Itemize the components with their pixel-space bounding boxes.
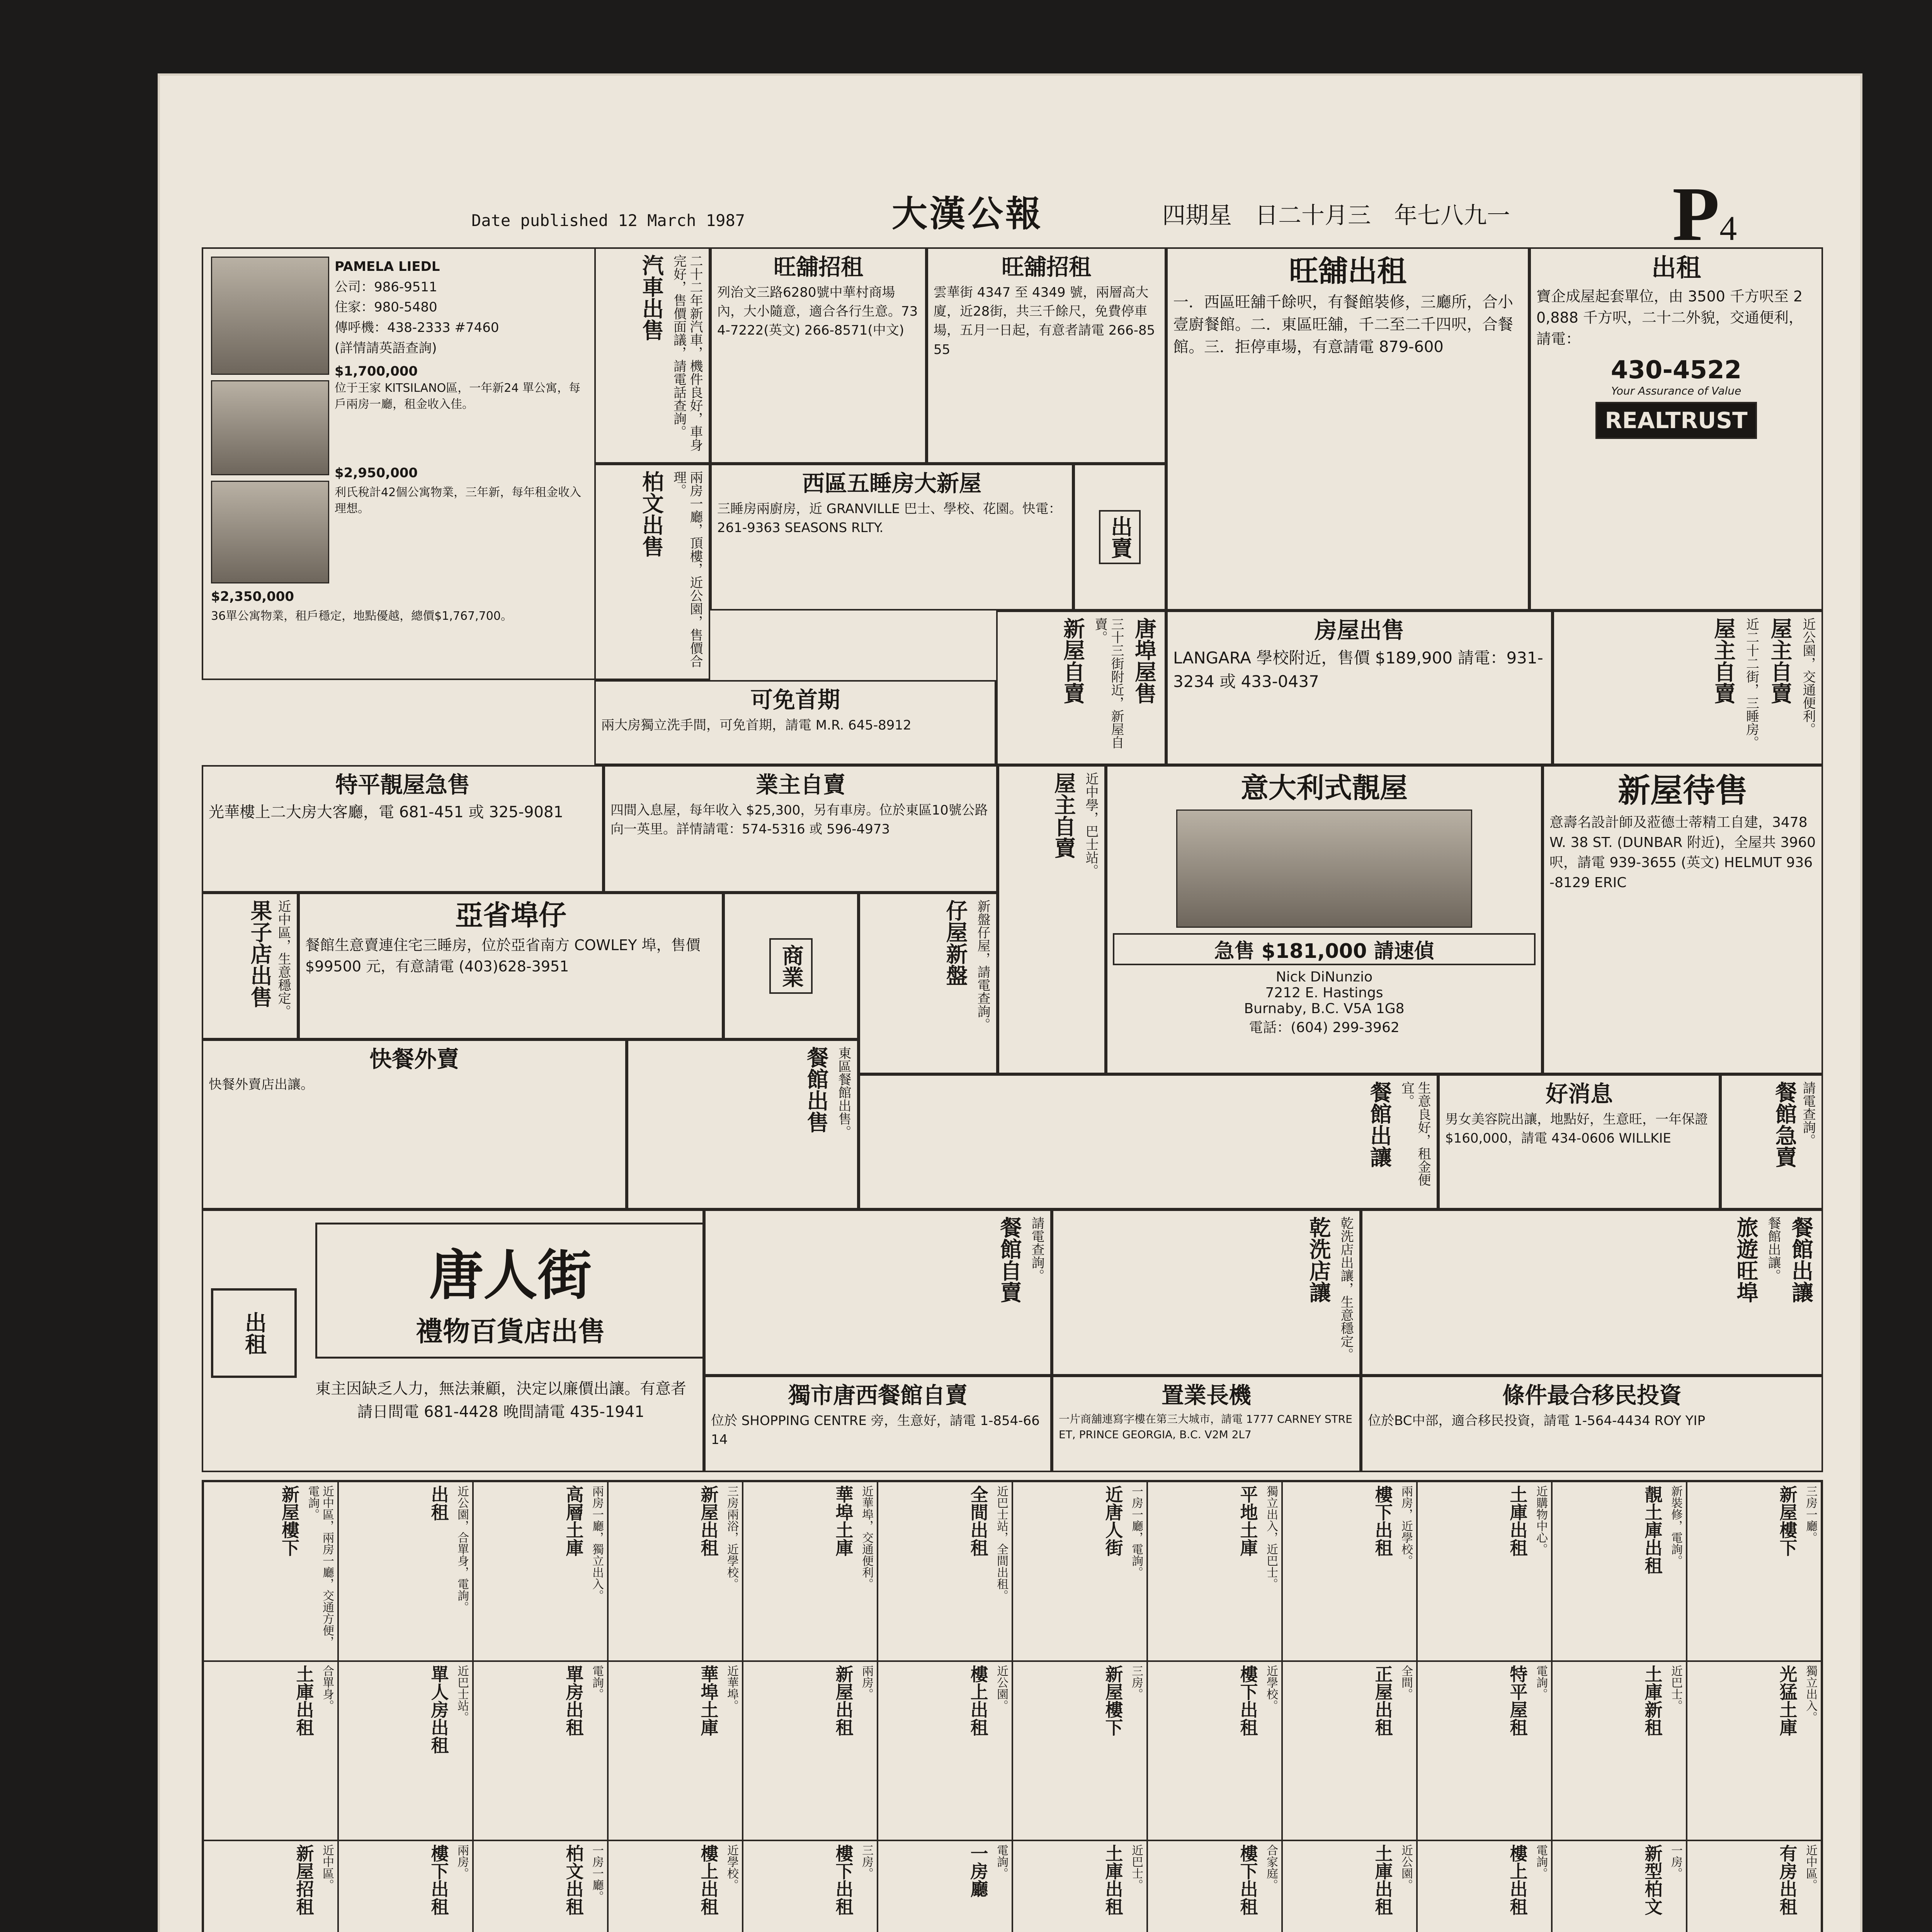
classified-body: 近公園，合單身，電詢。 (455, 1485, 469, 1613)
classified-title: 新屋出租 (698, 1485, 719, 1556)
listing-1-desc: 位于王家 KITSILANO區，一年新24 單公寓，每戶兩房一廳，租金收入佳。 (335, 381, 580, 411)
ad-shop-rent-3: 旺舖出租 一．西區旺舖千餘呎，有餐館裝修，三廳所，合小壹廚餐館。二．東區旺舖，千二至二千四呎，合餐館。三．拒停車場，有意請電 879-600 (1166, 247, 1529, 611)
classified-ad (1687, 1481, 1821, 1661)
classified-body: 一房一廳。 (590, 1844, 604, 1903)
ad-dry-clean: 乾洗店讓 乾洗店出讓，生意穩定。 (1052, 1209, 1361, 1376)
classified-title: 新型柏文 (1642, 1844, 1663, 1916)
classified-title: 有房出租 (1777, 1844, 1798, 1916)
classified-ad (1552, 1481, 1687, 1661)
agent-photo (211, 257, 329, 375)
ad-sale-badge: 出賣 (1073, 464, 1166, 611)
classified-ad (1552, 1840, 1687, 1932)
classified-body: 近公園。 (995, 1665, 1008, 1711)
classified-ad (203, 1661, 338, 1841)
classified-ad (743, 1481, 878, 1661)
classified-body: 兩房一廳，獨立出入。 (590, 1485, 604, 1601)
classified-title: 樓上出租 (1507, 1844, 1528, 1916)
ad-new-small-house: 仔屋新盤 新盤仔屋，請電查詢。 (859, 893, 998, 1074)
classified-title: 土庫出租 (293, 1665, 315, 1736)
classified-title: 新屋樓下 (1102, 1665, 1124, 1736)
listing-2-photo (211, 481, 329, 583)
classified-body: 近巴士站，全間出租。 (995, 1485, 1008, 1601)
ad-restaurant-transfer: 餐館出讓 生意良好，租金便宜。 (859, 1074, 1438, 1209)
classified-body: 三房一廳。 (1804, 1485, 1817, 1543)
classified-title: 近唐人街 (1102, 1485, 1124, 1556)
classified-body: 三房。 (860, 1844, 873, 1879)
classified-title: 華埠土庫 (698, 1665, 719, 1736)
ad-realtrust-rent: 出租 寶企成屋起套單位，由 3500 千方呎至 20,888 千方呎，二十二外貌，交通便利，請電： 430-4522 Your Assurance of Value REALTRUST (1529, 247, 1823, 611)
classified-ad (1282, 1840, 1417, 1932)
classified-title: 柏文出租 (563, 1844, 584, 1916)
ad-italian-house: 意大利式靚屋 急售 $181,000 請速偵 Nick DiNunzio 7212 E. Hastings Burnaby, B.C. V5A 1G8 電話：(604) 299-3962 (1106, 765, 1543, 1074)
classified-ad (1417, 1661, 1552, 1841)
classified-ad (1147, 1481, 1282, 1661)
classified-ad (608, 1481, 743, 1661)
classified-ad (1282, 1661, 1417, 1841)
classified-body: 兩房。 (455, 1844, 469, 1879)
classified-body: 兩房，近學校。 (1399, 1485, 1413, 1566)
classified-title: 樓上出租 (968, 1665, 989, 1736)
classified-ad (1012, 1661, 1147, 1841)
agent-pager: 傳呼機：438-2333 #7460 (335, 320, 499, 336)
classified-body: 近中區。 (1804, 1844, 1817, 1891)
agent-name: PAMELA LIEDL (335, 259, 440, 274)
realtrust-logo: REALTRUST (1595, 402, 1757, 439)
page-number: P4 (1672, 172, 1737, 257)
classified-body: 電詢。 (1534, 1665, 1548, 1700)
classified-body: 近購物中心。 (1534, 1485, 1548, 1555)
classified-body: 近華埠，交通便利。 (860, 1485, 873, 1590)
listing-2-price: $2,950,000 (335, 465, 418, 481)
classified-ad (203, 1840, 338, 1932)
classified-title: 土庫出租 (1507, 1485, 1528, 1556)
classified-ad (608, 1840, 743, 1932)
classified-title: 正屋出租 (1372, 1665, 1393, 1736)
classified-ad (338, 1840, 473, 1932)
classified-body: 電詢。 (1534, 1844, 1548, 1879)
listing-1-price: $1,700,000 (335, 364, 418, 379)
ad-restaurant-urgent: 餐館急賣 請電查詢。 (1720, 1074, 1823, 1209)
classified-title: 樓下出租 (1372, 1485, 1393, 1556)
ad-restaurant-sale: 餐館出售 東區餐館出售。 (627, 1039, 859, 1209)
listing-3-price: $2,350,000 (211, 589, 294, 604)
classified-title: 樓下出租 (428, 1844, 449, 1916)
classified-ad (1012, 1481, 1147, 1661)
classified-title: 樓下出租 (1237, 1665, 1259, 1736)
classified-body: 獨立出入，近巴士。 (1264, 1485, 1278, 1590)
listing-3-desc: 36單公寓物業，租戶穩定，地點優越，總價$1,767,700。 (211, 609, 512, 623)
ad-fruit-store: 果子店出售 近中區，生意穩定。 (202, 893, 298, 1039)
classified-title: 樓下出租 (1237, 1844, 1259, 1916)
classified-body: 電詢。 (590, 1665, 604, 1700)
ad-shop-rent-2: 旺舖招租 雲華街 4347 至 4349 號，兩層高大廈，近28街，共三千餘尺，免費停車場，五月一日起，有意者請電 266-8555 (927, 247, 1166, 464)
classified-title: 新屋出租 (833, 1665, 854, 1736)
classified-ad (1147, 1661, 1282, 1841)
classified-title: 華埠土庫 (833, 1485, 854, 1556)
classified-body: 獨立出入。 (1804, 1665, 1817, 1723)
ad-car-sale: 汽車出售 二十二年新汽車，機件良好，車身完好，售價面議，請電話查詢。 (594, 247, 710, 464)
ad-shop-rent-1: 旺舖招租 列治文三路6280號中華村商場內，大小隨意，適合各行生意。734-7222(英文) 266-8571(中文) (710, 247, 927, 464)
ad-owner-sale-pair: 屋主自賣 近二十二街，三睡房。 屋主自賣 近公園，交通便利。 (1553, 611, 1823, 765)
classified-body: 一房。 (1669, 1844, 1682, 1879)
classified-body: 近公園。 (1399, 1844, 1413, 1891)
classified-body: 近學校。 (1264, 1665, 1278, 1711)
classified-title: 特平屋租 (1507, 1665, 1528, 1736)
classified-ad (473, 1840, 608, 1932)
agent-company-phone: 公司：986-9511 (335, 279, 437, 295)
listing-2-desc: 利氏稅計42個公寓物業，三年新，每年租金收入理想。 (335, 486, 582, 515)
ad-immigrant-investment: 條件最合移民投資 位於BC中部，適合移民投資，請電 1-564-4434 ROY YIP (1361, 1376, 1823, 1472)
classified-ad (203, 1481, 338, 1661)
classified-ad (1687, 1661, 1821, 1841)
classified-title: 土庫新租 (1642, 1665, 1663, 1736)
ad-restaurant-self: 餐館自賣 請電查詢。 (704, 1209, 1052, 1376)
ad-new-house-self-sale: 新屋自賣 三十三街附近，新屋自賣。 唐埠屋售 (996, 611, 1166, 765)
classified-title: 光猛土庫 (1777, 1665, 1798, 1736)
classified-body: 近中區。 (320, 1844, 334, 1891)
ad-good-news: 好消息 男女美容院出讓，地點好，生意旺，一年保證 $160,000，請電 434-0606 WILLKIE (1438, 1074, 1720, 1209)
classified-title: 樓上出租 (698, 1844, 719, 1916)
ad-fastfood: 快餐外賣 快餐外賣店出讓。 (202, 1039, 627, 1209)
classified-title: 一房廳 (968, 1844, 989, 1898)
classified-body: 三房兩浴，近學校。 (725, 1485, 738, 1590)
classified-ad (878, 1661, 1012, 1841)
classified-title: 高層土庫 (563, 1485, 584, 1556)
page-header (158, 73, 1862, 257)
classified-title: 新屋樓下 (279, 1485, 300, 1556)
ad-property-opportunity: 置業長機 一片商舖連寫字樓在第三大城市，請電 1777 CARNEY STREET, PRINCE GEORGIA, B.C. V2M 2L7 (1052, 1376, 1361, 1472)
classified-title: 全間出租 (968, 1485, 989, 1556)
classified-body: 近學校。 (725, 1844, 738, 1891)
ad-chinatown-store: 出租 唐人街 禮物百貨店出售 東主因缺乏人力，無法兼顧，決定以廉價出讓。有意者請日間電 681-4428 晚間請電 435-1941 (202, 1209, 704, 1472)
classified-title: 土庫出租 (1102, 1844, 1124, 1916)
newspaper-page (158, 73, 1862, 1932)
classified-title: 新屋招租 (293, 1844, 315, 1916)
classified-title: 樓下出租 (833, 1844, 854, 1916)
classified-ad (1417, 1481, 1552, 1661)
agent-note: (詳情請英語查詢) (335, 340, 437, 356)
classified-ad (608, 1661, 743, 1841)
classified-body: 近中區，兩房一廳，交通方便，電詢。 (306, 1485, 334, 1648)
classified-ad (338, 1481, 473, 1661)
masthead: 大漢公報 (892, 193, 1044, 235)
classified-body: 電詢。 (995, 1844, 1008, 1879)
ad-commercial-badge: 商業 (723, 893, 859, 1039)
classified-ad (473, 1481, 608, 1661)
ad-exclusive-restaurant: 獨市唐西餐館自賣 位於 SHOPPING CENTRE 旁，生意好，請電 1-854-6614 (704, 1376, 1052, 1472)
classified-ad (743, 1840, 878, 1932)
chinatown-title: 唐人街 (429, 1246, 592, 1306)
classified-body: 近巴士。 (1129, 1844, 1143, 1891)
classified-body: 近巴士。 (1669, 1665, 1682, 1711)
classified-body: 合單身。 (320, 1665, 334, 1711)
classified-title: 靚土庫出租 (1642, 1485, 1663, 1574)
classified-body: 新裝修，電詢。 (1669, 1485, 1682, 1566)
ad-new-house-for-sale: 新屋待售 意壽名設計師及蒞德士蒂精工自建，3478 W. 38 ST. (DUNBAR 附近)，全屋共 3960呎，請電 939-3655 (英文) HELMUT 936-8129 ERIC (1543, 765, 1823, 1074)
classified-body: 兩房。 (860, 1665, 873, 1700)
classified-title: 新屋樓下 (1777, 1485, 1798, 1556)
classified-title: 單房出租 (563, 1665, 584, 1736)
classified-ad (1147, 1840, 1282, 1932)
classified-ad (1012, 1840, 1147, 1932)
classified-title: 土庫出租 (1372, 1844, 1393, 1916)
price-box: 急售 $181,000 請速偵 (1113, 933, 1536, 965)
chinese-date: 四期星 日二十月三 年七八九一 (1162, 202, 1510, 229)
classified-ad (1552, 1661, 1687, 1841)
ad-westside-house: 西區五睡房大新屋 三睡房兩廚房，近 GRANVILLE 巴士、學校、花園。快電：261-9363 SEASONS RLTY. (710, 464, 1073, 611)
house-photo (1176, 810, 1472, 928)
classified-body: 一房一廳，電詢。 (1129, 1485, 1143, 1578)
ad-apartment-sale: 柏文出售 兩房一廳，頂樓，近公園，售價合理。 (594, 464, 710, 680)
classified-ad (338, 1661, 473, 1841)
rent-badge: 出租 (211, 1288, 297, 1378)
classified-ad (743, 1661, 878, 1841)
classified-ad (1687, 1840, 1821, 1932)
classified-body: 近華埠。 (725, 1665, 738, 1711)
ad-tourist-town: 旅遊旺埠 餐館出讓。 餐館出讓 (1361, 1209, 1823, 1376)
classified-body: 合家庭。 (1264, 1844, 1278, 1891)
classified-ad (878, 1840, 1012, 1932)
classified-body: 三房。 (1129, 1665, 1143, 1700)
ad-alberta-town: 亞省埠仔 餐館生意賣連住宅三睡房，位於亞省南方 COWLEY 埠，售價 $99500 元，有意請電 (403)628-3951 (298, 893, 723, 1039)
date-published: Date published 12 March 1987 (471, 211, 745, 230)
agent-home-phone: 住家：980-5480 (335, 299, 437, 315)
realtor-ad (202, 247, 596, 680)
ad-owner-sale-vertical: 屋主自賣 近中學，巴士站。 (998, 765, 1106, 1074)
listing-1-photo (211, 380, 329, 475)
classified-body: 全間。 (1399, 1665, 1413, 1700)
classified-ad (1282, 1481, 1417, 1661)
classified-ad (878, 1481, 1012, 1661)
ad-house-sale: 房屋出售 LANGARA 學校附近，售價 $189,900 請電：931-3234 或 433-0437 (1166, 611, 1553, 765)
classified-title: 平地土庫 (1237, 1485, 1259, 1556)
ad-owner-sale: 業主自賣 四間入息屋，每年收入 $25,300，另有車房。位於東區10號公路向一英里。詳情請電：574-5316 或 596-4973 (604, 765, 998, 893)
ad-cheap-house: 特平靚屋急售 光華樓上二大房大客廳，電 681-451 或 325-9081 (202, 765, 604, 893)
classified-title: 單人房出租 (428, 1665, 449, 1754)
rental-classifieds (202, 1480, 1823, 1932)
classified-body: 近巴士站。 (455, 1665, 469, 1723)
realtrust-phone: 430-4522 (1611, 355, 1742, 384)
classified-ad (473, 1661, 608, 1841)
classified-ad (1417, 1840, 1552, 1932)
classified-title: 出租 (428, 1485, 449, 1521)
ad-no-downpayment: 可免首期 兩大房獨立洗手間，可免首期，請電 M.R. 645-8912 (594, 680, 996, 765)
